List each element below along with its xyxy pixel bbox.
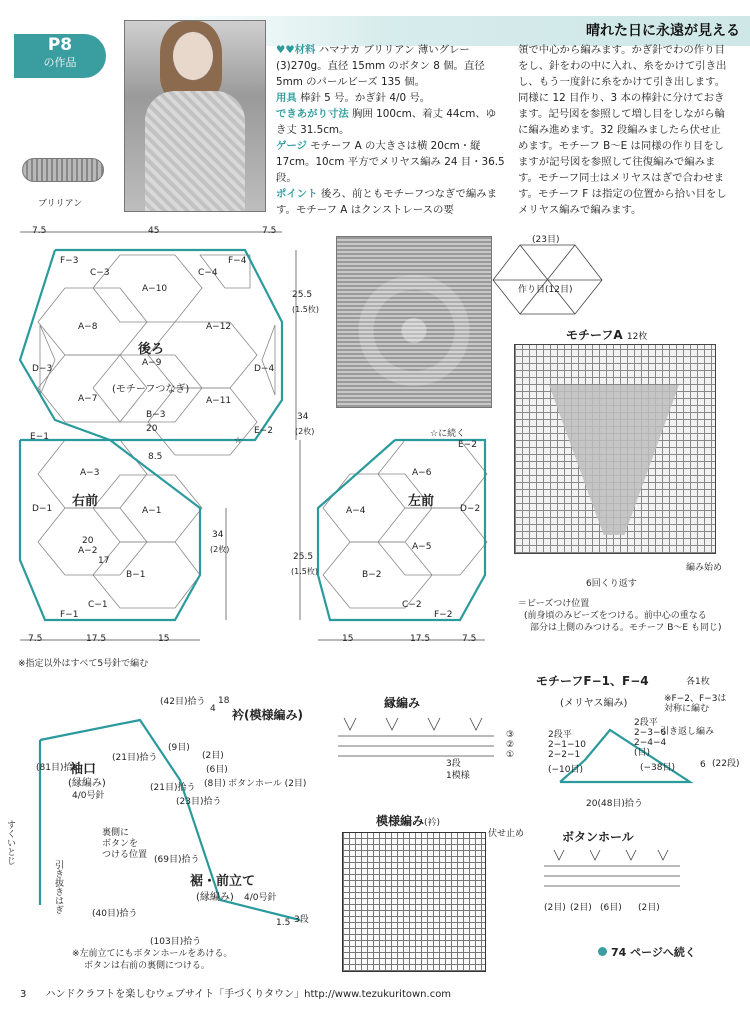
edge-value: (42目)拾う (160, 697, 206, 707)
row-marker: ② (506, 740, 515, 750)
dim-label: (1.5枚) (292, 305, 319, 314)
dim-label: 20 (82, 536, 94, 546)
instruction-line: ます。記号図を参照して増し目をしながら輪 (518, 108, 725, 120)
motif-f-value: (−38目) (640, 763, 676, 773)
motif-a-title (566, 326, 647, 343)
dim-label: 7.5 (28, 634, 43, 644)
buttonhole-value: (2目) (638, 903, 660, 913)
motif-label: E−1 (30, 432, 49, 442)
motif-f-count: 各1枚 (686, 677, 710, 687)
edge-value: 3段 (294, 915, 309, 925)
instruction-line: し、もう一度針に糸をかけて引き出します。 (518, 76, 725, 88)
increase-label: 2段平 2−3−6 2−4−4 (目) (634, 718, 667, 758)
motif-label: F−3 (60, 256, 79, 266)
tools-heading: 用具 (276, 92, 297, 104)
page-badge-number: P8 (47, 35, 73, 55)
edge-value: (2目) (202, 751, 224, 761)
buttonhole-chart (540, 846, 690, 896)
edge-value: (69目)拾う (154, 855, 200, 865)
pattern-title (376, 812, 440, 829)
motif-f-value: (22段) (712, 759, 740, 769)
motif-label: A−2 (78, 546, 98, 556)
point-body: 後ろ、前ともモチーフつなぎで編みます。モチーフ A はクンストレースの要 (276, 188, 497, 216)
dim-label: 17.5 (410, 634, 431, 644)
start-label: 編み始め (686, 563, 723, 573)
hem-sublabel: (縁編み) (196, 892, 234, 903)
size-heading: できあがり寸法 (276, 108, 349, 120)
dim-label: (2枚) (210, 545, 230, 554)
motif-label: D−3 (32, 364, 53, 374)
motif-label: F−2 (434, 610, 453, 620)
pattern-chart (342, 832, 486, 972)
continue-page-link[interactable] (598, 944, 696, 960)
side-seam-label: すくいとじ (5, 820, 15, 865)
materials-body: ハマナカ ブリリアン 薄いグレー(3)270g。直径 15mm のボタン 8 個。直径 5mm のパールビーズ 135 個。 (276, 44, 485, 88)
continue-label: ☆に続く (430, 429, 466, 439)
dim-label: 7.5 (462, 634, 477, 644)
motif-label: E−2 (254, 426, 273, 436)
hex-top-label: (23目) (532, 235, 560, 245)
pattern-name: 模様編み (376, 814, 425, 828)
instruction-line: す。モチーフ同士はメリヤスはぎで合わせま (518, 172, 725, 184)
buttonhole-value: (2目) (544, 903, 566, 913)
motif-label: C−2 (402, 600, 422, 610)
left-front-title: 左前 (408, 494, 435, 509)
edge-value: 4 (210, 704, 216, 714)
instruction-line: をし、針をわの中に入れ、糸をかけて引き出 (518, 60, 727, 72)
motif-label: A−4 (346, 506, 366, 516)
border-title: 縁編み (384, 696, 421, 710)
page-badge-sub: の作品 (43, 56, 77, 69)
motif-label: A−8 (78, 322, 98, 332)
edge-value: (8目) (204, 779, 226, 789)
edge-value: (6目) (206, 765, 228, 775)
instruction-line: めます。モチーフ B〜E は同様の作り目をし (518, 140, 724, 152)
motif-label: D−2 (460, 504, 481, 514)
row-marker: ③ (506, 730, 515, 740)
dim-label: 25.5 (292, 290, 313, 300)
back-title: 後ろ (138, 342, 165, 357)
buttonhole-value: (6目) (600, 903, 622, 913)
motif-label: A−10 (142, 284, 168, 294)
motif-label: C−4 (198, 268, 218, 278)
star-mark: ☆ (234, 436, 243, 446)
motif-label: E−2 (458, 440, 477, 450)
motif-f-value: (−10目) (548, 765, 584, 775)
collar-label: 衿(模様編み) (232, 708, 303, 722)
repeat-label: 6回くり返す (586, 579, 637, 589)
edge-value: (21目)拾う (112, 753, 158, 763)
dim-label: 25.5 (293, 552, 314, 562)
button-position-label: 裏側に ボタンを つける位置 (102, 828, 148, 860)
materials-heading: ♥♥材料 (276, 44, 316, 56)
bind-off-label: 伏せ止め (488, 829, 525, 839)
repeat-label: 1模様 (446, 771, 470, 781)
dim-label: 15 (158, 634, 170, 644)
motif-label: C−1 (88, 600, 108, 610)
hem-needle: 4/0号針 (244, 893, 277, 903)
page-number: 3 (20, 989, 27, 1000)
cuff-needle: 4/0号針 (72, 791, 105, 801)
legend-line: 部分は上側のみつける。モチーフ B〜E も同じ) (530, 623, 722, 633)
size-body: 胸囲 100cm、着丈 44cm、ゆき丈 31.5cm。 (276, 108, 497, 136)
edge-value: (40目)拾う (92, 909, 138, 919)
instruction-line: に編み進めます。32 段編みましたら伏せ止 (518, 124, 721, 136)
continue-page-text: 74 ページへ続く (611, 946, 696, 959)
yarn-label: ブリリアン (38, 199, 83, 209)
left-front-outline (318, 440, 485, 620)
motif-label: D−4 (254, 364, 275, 374)
edge-value: (9目) (168, 743, 190, 753)
legend-line: ＝ビーズつけ位置 (518, 599, 590, 609)
instruction-line: メリヤス編みで編みます。 (518, 204, 642, 216)
motif-a-name: モチーフA (566, 328, 623, 342)
dim-label: 7.5 (32, 226, 47, 236)
instruction-line: 領で中心から編みます。かぎ針でわの作り目 (518, 44, 725, 56)
edge-note: ボタンは右前の裏側につける。 (84, 961, 210, 971)
hex-center-label: 作り目(12目) (518, 285, 573, 295)
border-chart (334, 712, 504, 762)
edge-value: (103目)拾う (150, 937, 202, 947)
legend-line: (前身頃のみビーズをつける。前中心の重なる (524, 611, 707, 621)
dim-label: 7.5 (262, 226, 277, 236)
needle-note: ※指定以外はすべて5号針で編む (18, 659, 149, 669)
motif-label: A−3 (80, 468, 100, 478)
back-subtitle: (モチーフつなぎ) (112, 384, 190, 395)
dim-label: 34 (212, 530, 224, 540)
hex-motif-diagram (493, 245, 602, 314)
footer (20, 985, 451, 1000)
motif-label: F−4 (228, 256, 247, 266)
edge-value: 1.5 (276, 918, 291, 928)
right-front-title: 右前 (72, 494, 99, 509)
motif-label: A−1 (142, 506, 162, 516)
dim-label: 8.5 (148, 452, 163, 462)
gauge-body: モチーフ A の大きさは横 20cm・縦 17cm。10cm 平方でメリヤス編み 24 目・36.5 段。 (276, 140, 505, 184)
edge-value: (23目)拾う (176, 797, 222, 807)
row-count-label: 3段 (446, 759, 461, 769)
dim-label: 45 (148, 226, 160, 236)
motif-label: D−1 (32, 504, 53, 514)
motif-f-value: 6 (700, 760, 706, 770)
point-heading: ポイント (276, 188, 318, 200)
decrease-label: 2段平 2−1−10 2−2−1 (548, 730, 586, 760)
dim-label: (1.5枚) (291, 567, 318, 576)
instruction-line: 同様に 12 目作り、3 本の棒針に分けておき (518, 92, 725, 104)
knit-swatch-photo (336, 236, 492, 408)
motif-f-title: モチーフF−1、F−4 (536, 674, 649, 688)
motif-label: A−12 (206, 322, 232, 332)
motif-label: A−6 (412, 468, 432, 478)
cuff-sublabel: (縁編み) (68, 778, 106, 789)
motif-a-chart (514, 344, 716, 554)
motif-label: A−5 (412, 542, 432, 552)
motif-label: C−3 (90, 268, 110, 278)
motif-label: B−1 (126, 570, 146, 580)
dim-label: 17 (98, 556, 110, 566)
dim-label: (2枚) (295, 427, 315, 436)
motif-label: A−9 (142, 358, 162, 368)
motif-a-count: 12枚 (626, 332, 648, 342)
motif-label: B−3 (146, 410, 166, 420)
footer-text: ハンドクラフトを楽しむウェブサイト「手づくりタウン」http://www.tezukuritown.com (45, 989, 452, 1000)
edge-value: (81目)拾う (36, 763, 82, 773)
dim-label: 34 (297, 412, 309, 422)
article-title: 晴れた日に永遠が見える (586, 23, 740, 39)
buttonhole-value: (2目) (570, 903, 592, 913)
motif-label: F−1 (60, 610, 79, 620)
dim-label: 15 (342, 634, 354, 644)
gauge-heading: ゲージ (276, 140, 307, 152)
motif-label: A−7 (78, 394, 98, 404)
hem-label: 裾・前立て (190, 874, 256, 889)
short-row-label: 引き返し編み (660, 727, 715, 737)
edge-value: 18 (218, 696, 230, 706)
pattern-sub: (衿) (424, 818, 441, 828)
slip-join-label: 引き抜きはぎ (53, 860, 63, 914)
dim-label: 17.5 (86, 634, 107, 644)
cuff-label: 袖口 (70, 762, 97, 777)
motif-label: A−11 (206, 396, 232, 406)
instruction-line: ますが記号図を参照して往復編みで編みま (518, 156, 716, 168)
edge-value: (21目)拾う (150, 783, 196, 793)
edge-note: ※左前立てにもボタンホールをあける。 (72, 949, 233, 959)
row-marker: ① (506, 750, 515, 760)
dim-label: 20 (146, 424, 158, 434)
motif-f-sub: (メリヤス編み) (560, 698, 628, 709)
instruction-line: す。モチーフ F は指定の位置から拾い目をし (518, 188, 727, 200)
motif-label: B−2 (362, 570, 382, 580)
pick-up-label: 20(48目)拾う (586, 799, 643, 809)
buttonhole-title: ボタンホール (562, 830, 634, 844)
buttonhole-mark-label: ボタンホール (2目) (228, 779, 307, 789)
tools-body: 棒針 5 号。かぎ針 4/0 号。 (300, 92, 431, 104)
motif-f-note: ※F−2、F−3は対称に編む (664, 694, 727, 714)
